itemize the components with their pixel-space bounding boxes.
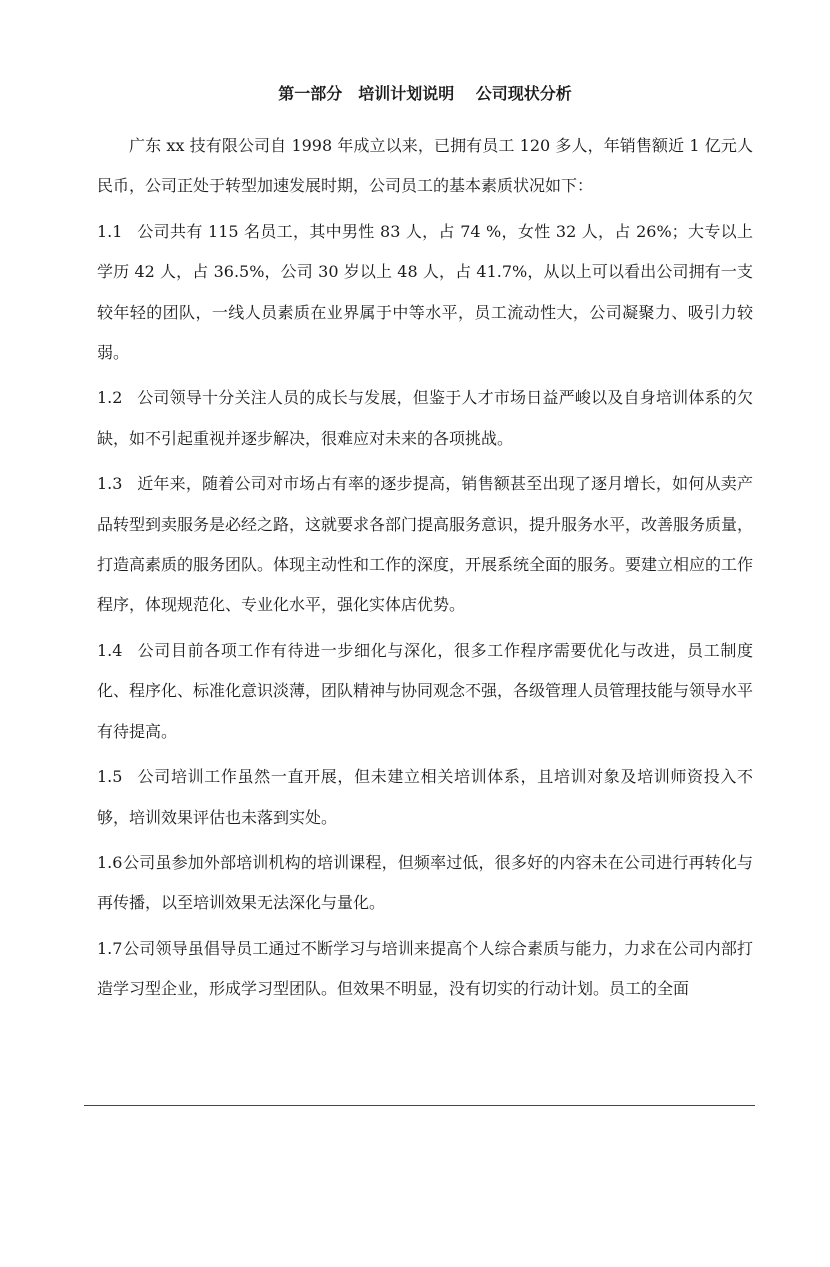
page-bottom-rule [84,1105,755,1106]
item-1-4 [97,631,753,752]
item-number: 1.7 [97,938,123,958]
item-text: 公司领导十分关注人员的成长与发展，但鉴于人才市场日益严峻以及自身培训体系的欠缺，如不引起重视并逐步解决，很难应对未来的各项挑战。 [97,388,753,448]
item-1-6 [97,843,753,924]
item-1-3 [97,464,753,626]
item-text: 公司领导虽倡导员工通过不断学习与培训来提高个人综合素质与能力，力求在公司内部打造学习型企业，形成学习型团队。但效果不明显，没有切实的行动计划。员工的全面 [97,938,753,999]
item-text: 近年来，随着公司对市场占有率的逐步提高，销售额甚至出现了逐月增长，如何从卖产品转型到卖服务是必经之路，这就要求各部门提高服务意识，提升服务水平，改善服务质量，打造高素质的服务团队。体现主动性和工作的深度，开展系统全面的服务。要建立相应的工作程序，体现规范化、专业化水平，强化实体店优势。 [97,474,754,615]
item-number: 1.4 [97,640,123,660]
item-text: 公司虽参加外部培训机构的培训课程，但频率过低，很多好的内容未在公司进行再转化与再传播，以至培训效果无法深化与量化。 [97,852,753,913]
item-1-7 [97,929,753,1010]
document-page [97,83,753,1010]
item-1-2 [97,378,753,459]
item-number: 1.5 [97,767,123,787]
item-text: 公司共有 115 名员工，其中男性 83 人，占 74 %，女性 32 人，占 26%；大专以上学历 42 人，占 36.5%，公司 30 岁以上 48 人，占 41.7%，从以上可以看出公司拥有一支较年轻的团队，一线人员素质在业界属于中等水平，员工流动性大，公司凝聚力、吸引力较弱。 [97,221,753,363]
item-1-5 [97,757,753,838]
watermark-bottom [321,1013,600,1267]
item-number: 1.3 [97,474,123,494]
item-1-1 [97,212,753,374]
item-number: 1.6 [97,852,123,872]
item-number: 1.1 [97,221,123,241]
item-number: 1.2 [97,388,123,408]
section-title: 第一部分 培训计划说明 公司现状分析 [278,84,572,103]
item-text: 公司培训工作虽然一直开展，但未建立相关培训体系，且培训对象及培训师资投入不够，培训效果评估也未落到实处。 [97,767,753,827]
intro-paragraph: 广东 xx 技有限公司自 1998 年成立以来，已拥有员工 120 多人，年销售额近 1 亿元人民币，公司正处于转型加速发展时期，公司员工的基本素质状况如下： [97,136,753,196]
item-text: 公司目前各项工作有待进一步细化与深化，很多工作程序需要优化与改进，员工制度化、程序化、标准化意识淡薄，团队精神与协同观念不强，各级管理人员管理技能与领导水平有待提高。 [97,640,754,741]
